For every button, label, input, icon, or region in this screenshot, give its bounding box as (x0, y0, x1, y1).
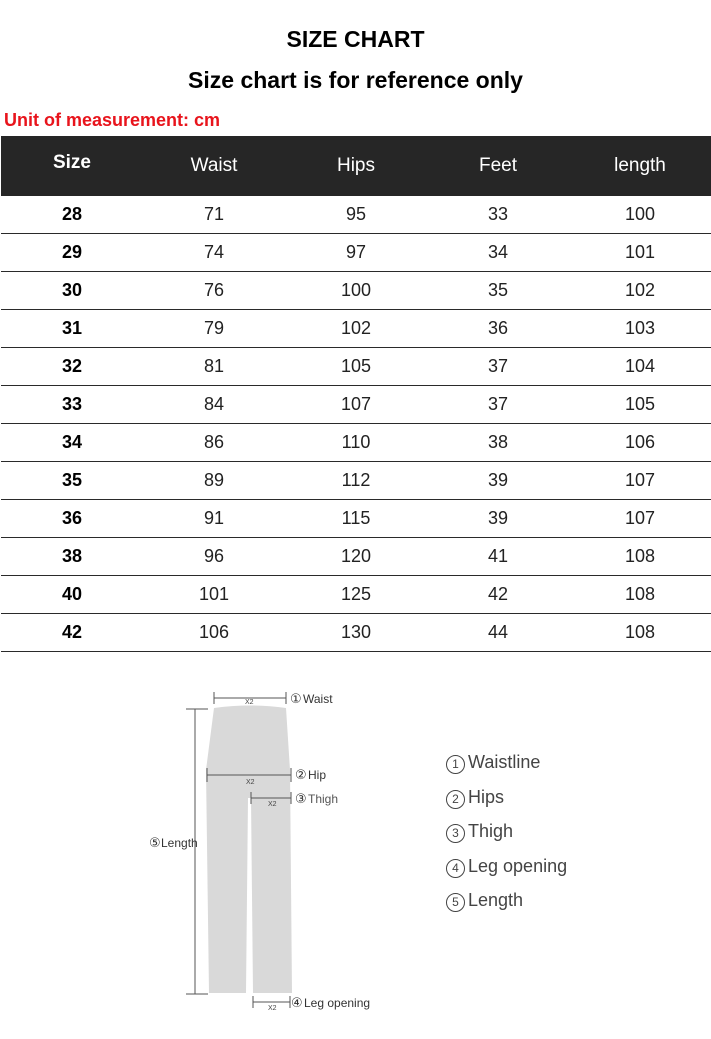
cell-size: 32 (1, 348, 143, 386)
cell-waist: 81 (143, 348, 285, 386)
cell-hips: 97 (285, 234, 427, 272)
unit-note: Unit of measurement: cm (4, 110, 221, 130)
legend-item-waistline (446, 752, 567, 787)
cell-hips: 100 (285, 272, 427, 310)
waist-label: Waist (303, 692, 333, 706)
legend-item-length (446, 890, 567, 925)
cell-hips: 115 (285, 500, 427, 538)
pants-silhouette (206, 706, 292, 994)
cell-feet: 36 (427, 310, 569, 348)
cell-waist: 89 (143, 462, 285, 500)
cell-length: 108 (569, 538, 711, 576)
legend-item-leg-opening (446, 856, 567, 891)
column-header-hips: Hips (285, 136, 427, 196)
page-title: SIZE CHART (286, 26, 425, 52)
page-subtitle: Size chart is for reference only (188, 67, 523, 93)
cell-feet: 38 (427, 424, 569, 462)
leg-opening-label: Leg opening (304, 996, 371, 1010)
cell-length: 103 (569, 310, 711, 348)
cell-hips: 105 (285, 348, 427, 386)
cell-waist: 101 (143, 576, 285, 614)
cell-feet: 37 (427, 386, 569, 424)
cell-hips: 112 (285, 462, 427, 500)
cell-feet: 34 (427, 234, 569, 272)
cell-feet: 44 (427, 614, 569, 652)
waist-x2: X2 (245, 699, 254, 706)
hip-x2: X2 (246, 779, 255, 786)
cell-size: 38 (1, 538, 143, 576)
cell-length: 108 (569, 614, 711, 652)
cell-waist: 84 (143, 386, 285, 424)
cell-feet: 35 (427, 272, 569, 310)
length-label: Length (161, 836, 198, 850)
cell-feet: 37 (427, 348, 569, 386)
length-measure (186, 709, 208, 994)
cell-size: 35 (1, 462, 143, 500)
cell-waist: 96 (143, 538, 285, 576)
cell-size: 42 (1, 614, 143, 652)
cell-hips: 130 (285, 614, 427, 652)
hip-marker: ② (295, 768, 307, 783)
cell-waist: 86 (143, 424, 285, 462)
waist-marker: ① (290, 692, 302, 707)
cell-feet: 39 (427, 462, 569, 500)
legend-label: Leg opening (468, 855, 568, 876)
legend-label: Length (468, 890, 524, 910)
legend-item-thigh (446, 821, 567, 856)
leg-opening-marker: ④ (291, 996, 303, 1011)
cell-length: 107 (569, 500, 711, 538)
cell-hips: 110 (285, 424, 427, 462)
cell-feet: 33 (427, 196, 569, 234)
cell-length: 100 (569, 196, 711, 234)
cell-waist: 106 (143, 614, 285, 652)
cell-hips: 102 (285, 310, 427, 348)
thigh-marker: ③ (295, 792, 307, 807)
thigh-label: Thigh (308, 792, 339, 806)
legend-label: Hips (468, 786, 505, 807)
cell-size: 30 (1, 272, 143, 310)
cell-waist: 76 (143, 272, 285, 310)
legend-item-hips (446, 787, 567, 822)
leg-opening-x2: X2 (268, 1005, 277, 1012)
cell-size: 33 (1, 386, 143, 424)
column-header-size: Size (1, 136, 143, 196)
cell-feet: 39 (427, 500, 569, 538)
cell-length: 107 (569, 462, 711, 500)
cell-size: 36 (1, 500, 143, 538)
legend-number: 5 (446, 893, 465, 912)
cell-waist: 91 (143, 500, 285, 538)
legend-label: Thigh (468, 821, 514, 841)
cell-waist: 74 (143, 234, 285, 272)
hip-label: Hip (308, 768, 327, 782)
cell-size: 34 (1, 424, 143, 462)
legend-number: 3 (446, 824, 465, 843)
cell-hips: 95 (285, 196, 427, 234)
length-marker: ⑤ (149, 836, 161, 851)
cell-hips: 120 (285, 538, 427, 576)
cell-feet: 42 (427, 576, 569, 614)
cell-size: 28 (1, 196, 143, 234)
column-header-feet: Feet (427, 136, 569, 196)
column-header-length: length (569, 136, 711, 196)
cell-hips: 107 (285, 386, 427, 424)
cell-length: 104 (569, 348, 711, 386)
cell-size: 29 (1, 234, 143, 272)
cell-length: 102 (569, 272, 711, 310)
cell-hips: 125 (285, 576, 427, 614)
legend-number: 2 (446, 790, 465, 809)
cell-length: 101 (569, 234, 711, 272)
cell-length: 108 (569, 576, 711, 614)
cell-length: 105 (569, 386, 711, 424)
cell-size: 40 (1, 576, 143, 614)
legend-label: Waistline (468, 752, 541, 772)
column-header-waist: Waist (143, 136, 285, 196)
legend-number: 4 (446, 859, 465, 878)
cell-length: 106 (569, 424, 711, 462)
thigh-x2: X2 (268, 801, 277, 808)
cell-feet: 41 (427, 538, 569, 576)
cell-waist: 79 (143, 310, 285, 348)
cell-waist: 71 (143, 196, 285, 234)
measurement-legend (446, 752, 567, 925)
legend-number: 1 (446, 755, 465, 774)
cell-size: 31 (1, 310, 143, 348)
